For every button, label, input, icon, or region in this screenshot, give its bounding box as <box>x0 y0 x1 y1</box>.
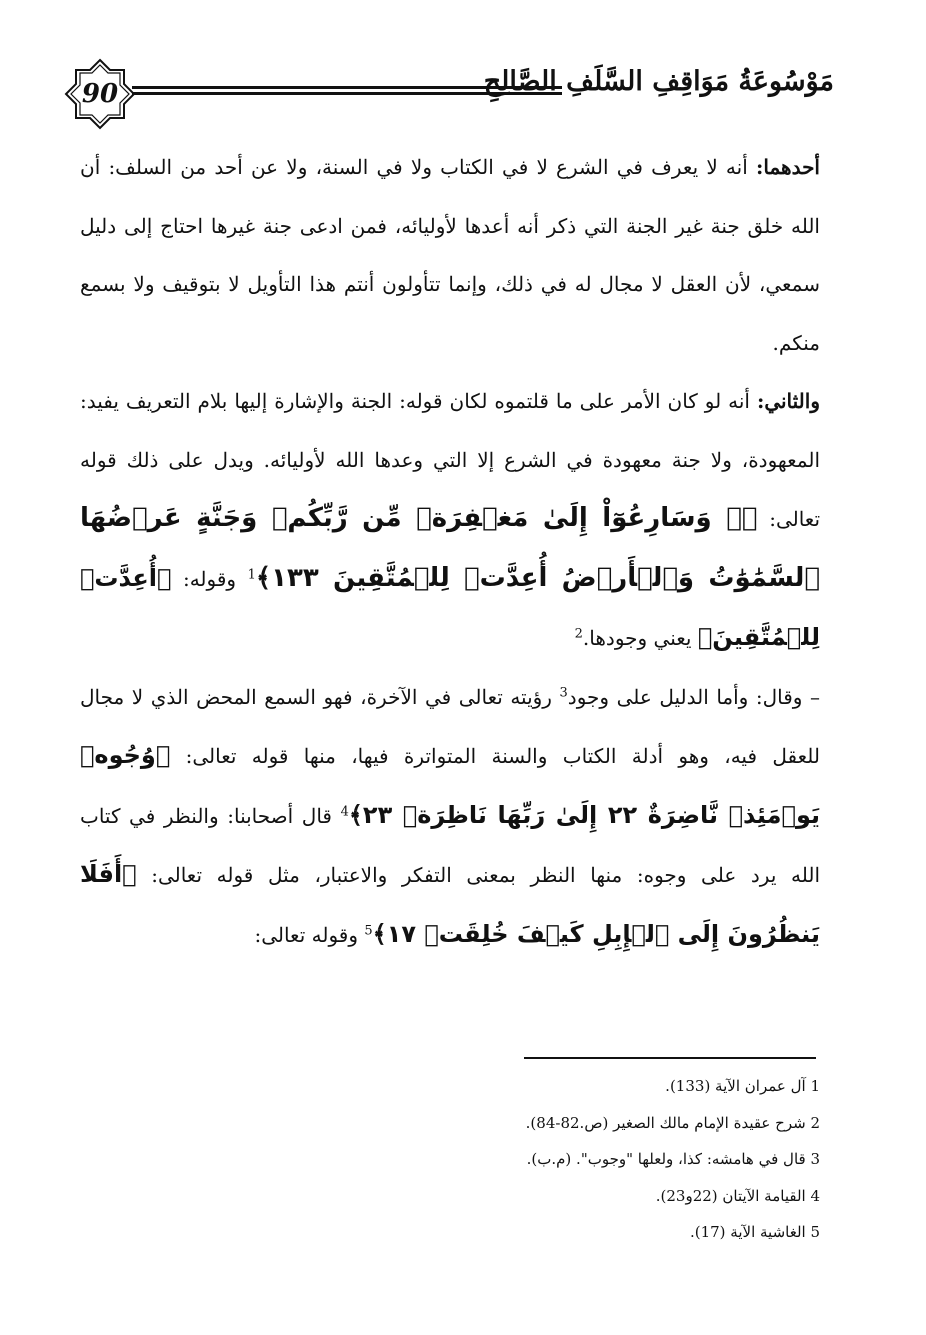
quran-verse: ﴿وُجُوهٞ يَوۡمَئِذٖ نَّاضِرَةٌ ٢٢ إِلَىٰ رَبِّهَا نَاظِرَةٞ ٢٣﴾ <box>80 741 821 829</box>
paragraph-text: – وقال: وأما الدليل على وجود <box>567 684 820 709</box>
paragraph-text: يعني وجودها. <box>582 626 692 650</box>
main-text <box>80 138 820 964</box>
footnote-item: 3 قال في هامشه: كذا، ولعلها "وجوب". (م.ب). <box>526 1150 820 1168</box>
paragraph-third <box>80 668 820 965</box>
footnote-item: 5 الغاشية الآية (17). <box>689 1223 820 1241</box>
footnote-ref: 3 <box>559 684 568 700</box>
paragraph-text: رؤيته تعالى في الآخرة، فهو السمع المحض الذي لا مجال للعقل فيه، وهو أدلة الكتاب والسنة المتواترة فيها، منها قوله تعالى: <box>80 684 821 768</box>
footnote-ref: 4 <box>340 803 349 819</box>
paragraph-text: قال أصحابنا: والنظر في كتاب الله يرد على وجوه: منها النظر بمعنى التفكر والاعتبار، مثل قوله تعالى: <box>80 803 821 887</box>
footnote-ref: 2 <box>574 626 583 642</box>
footnote-divider <box>524 1057 816 1059</box>
paragraph-text: أنه لو كان الأمر على ما قلتموه لكان قوله: الجنة والإشارة إليها بلام التعريف يفيد: المعهودة، ولا جنة معهودة في الشرع إلا التي وعدها الله لأوليائه. ويدل على ذلك قوله تعالى: <box>80 389 821 531</box>
footnotes <box>420 1068 820 1251</box>
paragraph-text: وقوله تعالى: <box>254 922 358 947</box>
footnote-ref: 1 <box>247 566 256 582</box>
page-number: 90 <box>81 79 119 109</box>
paragraph-text: وقوله: <box>182 566 237 591</box>
paragraph-first <box>80 138 820 372</box>
paragraph-second <box>80 372 820 668</box>
quran-verse: ﴿۞ وَسَارِعُوٓاْ إِلَىٰ مَغۡفِرَةٖ مِّن رَّبِّكُمۡ وَجَنَّةٍ عَرۡضُهَا ٱلسَّمَٰوَٰتُ وَٱلۡأَرۡضُ أُعِدَّتۡ لِلۡمُتَّقِينَ ١٣٣﴾ <box>80 503 821 593</box>
footnote-item: 2 شرح عقيدة الإمام مالك الصغير (ص.82-84). <box>525 1113 820 1132</box>
paragraph-text: أنه لا يعرف في الشرع لا في الكتاب ولا في السنة، ولا عن أحد من السلف: أن الله خلق جنة غير الجنة التي ذكر أنه أعدها لأوليائه، فمن ادعى جنة غيرها احتاج إلى دليل سمعي، لأن العقل لا مجال له في ذلك، وإنما تتأولون أنتم هذا التأويل لا بتوقيف ولا بسمع منكم. <box>80 155 820 355</box>
paragraph-lead: أحدهما: <box>755 155 820 179</box>
paragraph-lead: والثاني: <box>756 389 820 413</box>
footnote-item: 4 القيامة الآيتان (22و23). <box>655 1186 820 1205</box>
footnote-item: 1 آل عمران الآية (133). <box>665 1077 820 1095</box>
series-title: مَوْسُوعَةُ مَوَاقِفِ السَّلَفِ الصَّالِحِ <box>483 66 834 97</box>
quran-verse: ﴿أَفَلَا يَنظُرُونَ إِلَى ٱلۡإِبِلِ كَيۡفَ خُلِقَتۡ ١٧﴾ <box>80 860 820 948</box>
quran-verse: ﴿أُعِدَّتۡ لِلۡمُتَّقِينَ﴾ <box>80 563 820 651</box>
page-header <box>64 58 834 130</box>
footnote-ref: 5 <box>364 922 373 938</box>
page-number-badge <box>64 58 136 130</box>
